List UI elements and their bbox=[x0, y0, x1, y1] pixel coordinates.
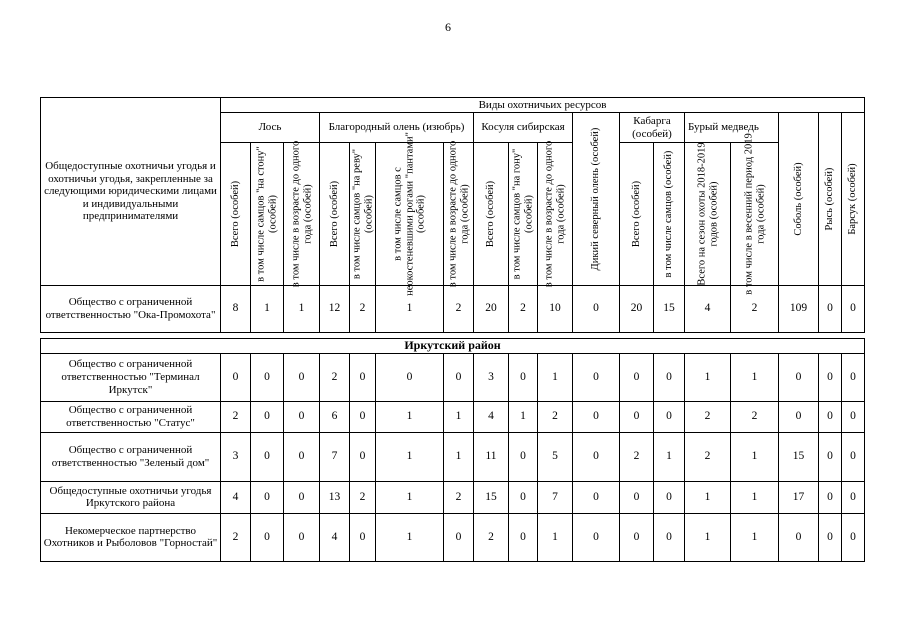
cell: 0 bbox=[842, 353, 865, 401]
cell: 4 bbox=[685, 286, 731, 333]
row-name: Общество с ограниченной ответственностью "Терминал Иркутск" bbox=[41, 353, 221, 401]
cell: 0 bbox=[284, 353, 320, 401]
cell: 0 bbox=[444, 353, 474, 401]
cell: 2 bbox=[221, 513, 251, 561]
cell: 0 bbox=[444, 513, 474, 561]
column-header: Всего (особей) bbox=[474, 143, 509, 286]
cell: 2 bbox=[538, 401, 573, 432]
cell: 0 bbox=[284, 432, 320, 481]
cell: 0 bbox=[350, 513, 376, 561]
cell: 1 bbox=[731, 481, 779, 513]
column-header: в том числе самцов (особей) bbox=[654, 143, 685, 286]
cell: 1 bbox=[376, 513, 444, 561]
cell: 1 bbox=[538, 513, 573, 561]
cell: 7 bbox=[538, 481, 573, 513]
cell: 0 bbox=[779, 401, 819, 432]
cell: 0 bbox=[819, 401, 842, 432]
cell: 2 bbox=[221, 401, 251, 432]
cell: 109 bbox=[779, 286, 819, 333]
cell: 0 bbox=[573, 353, 620, 401]
cell: 0 bbox=[284, 513, 320, 561]
cell: 1 bbox=[444, 432, 474, 481]
cell: 0 bbox=[284, 481, 320, 513]
table-title: Виды охотничьих ресурсов bbox=[221, 98, 865, 113]
table-row bbox=[41, 432, 865, 481]
cell: 0 bbox=[251, 513, 284, 561]
cell: 1 bbox=[376, 432, 444, 481]
cell: 0 bbox=[350, 353, 376, 401]
cell: 0 bbox=[251, 481, 284, 513]
cell: 2 bbox=[444, 286, 474, 333]
cell: 1 bbox=[685, 513, 731, 561]
cell: 1 bbox=[654, 432, 685, 481]
cell: 6 bbox=[320, 401, 350, 432]
cell: 3 bbox=[221, 432, 251, 481]
cell: 0 bbox=[573, 286, 620, 333]
cell: 2 bbox=[731, 401, 779, 432]
cell: 0 bbox=[842, 286, 865, 333]
cell: 0 bbox=[573, 401, 620, 432]
cell: 0 bbox=[251, 432, 284, 481]
cell: 5 bbox=[538, 432, 573, 481]
cell: 0 bbox=[779, 353, 819, 401]
column-header: в том числе самцов "на стону" (особей) bbox=[251, 143, 284, 286]
column-header: Всего (особей) bbox=[320, 143, 350, 286]
cell: 0 bbox=[620, 513, 654, 561]
row-name: Некомерческое партнерство Охотников и Рыболовов "Горностай" bbox=[41, 513, 221, 561]
column-header: в том числе самцов с неокостеневшими рогами "пантами" (особей) bbox=[376, 143, 444, 286]
column-header: Рысь (особей) bbox=[819, 113, 842, 286]
cell: 4 bbox=[474, 401, 509, 432]
cell: 20 bbox=[474, 286, 509, 333]
cell: 1 bbox=[731, 513, 779, 561]
table-row bbox=[41, 401, 865, 432]
cell: 1 bbox=[731, 432, 779, 481]
cell: 0 bbox=[819, 513, 842, 561]
cell: 0 bbox=[654, 401, 685, 432]
row-name: Общество с ограниченной ответственностью "Ока-Промохота" bbox=[41, 286, 221, 333]
row-name: Общедоступные охотничьи угодья Иркутского района bbox=[41, 481, 221, 513]
hunting-resources-table bbox=[40, 97, 865, 562]
cell: 1 bbox=[509, 401, 538, 432]
cell: 0 bbox=[509, 353, 538, 401]
column-header: Барсук (особей) bbox=[842, 113, 865, 286]
column-header: Дикий северный олень (особей) bbox=[573, 113, 620, 286]
cell: 0 bbox=[221, 353, 251, 401]
column-header: Соболь (особей) bbox=[779, 113, 819, 286]
cell: 0 bbox=[251, 353, 284, 401]
column-header: в том числе в возрасте до одного года (особей) bbox=[284, 143, 320, 286]
cell: 2 bbox=[685, 401, 731, 432]
cell: 1 bbox=[538, 353, 573, 401]
table-corner-header: Общедоступные охотничьи угодья и охотничьи угодья, закрепленные за следующими юридическими лицами и индивидуальными предпринимателями bbox=[41, 98, 221, 286]
cell: 0 bbox=[654, 481, 685, 513]
cell: 15 bbox=[654, 286, 685, 333]
cell: 17 bbox=[779, 481, 819, 513]
group-header: Благородный олень (изюбрь) bbox=[320, 113, 474, 143]
cell: 0 bbox=[376, 353, 444, 401]
cell: 3 bbox=[474, 353, 509, 401]
cell: 0 bbox=[620, 353, 654, 401]
cell: 15 bbox=[474, 481, 509, 513]
cell: 2 bbox=[474, 513, 509, 561]
cell: 0 bbox=[842, 513, 865, 561]
cell: 0 bbox=[842, 401, 865, 432]
cell: 4 bbox=[320, 513, 350, 561]
cell: 0 bbox=[842, 481, 865, 513]
cell: 2 bbox=[444, 481, 474, 513]
cell: 0 bbox=[350, 401, 376, 432]
column-header: Всего на сезон охоты 2018-2019 годов (особей) bbox=[685, 143, 731, 286]
column-header: в том числе в возрасте до одного года (особей) bbox=[444, 143, 474, 286]
row-name: Общество с ограниченной ответственностью "Зеленый дом" bbox=[41, 432, 221, 481]
cell: 0 bbox=[819, 353, 842, 401]
cell: 1 bbox=[284, 286, 320, 333]
cell: 0 bbox=[819, 432, 842, 481]
cell: 1 bbox=[685, 481, 731, 513]
cell: 0 bbox=[654, 513, 685, 561]
table-row bbox=[41, 513, 865, 561]
cell: 1 bbox=[376, 481, 444, 513]
cell: 0 bbox=[620, 401, 654, 432]
cell: 10 bbox=[538, 286, 573, 333]
cell: 0 bbox=[350, 432, 376, 481]
cell: 0 bbox=[573, 432, 620, 481]
cell: 1 bbox=[731, 353, 779, 401]
cell: 0 bbox=[779, 513, 819, 561]
cell: 2 bbox=[350, 286, 376, 333]
column-header: Всего (особей) bbox=[620, 143, 654, 286]
cell: 2 bbox=[620, 432, 654, 481]
cell: 13 bbox=[320, 481, 350, 513]
cell: 0 bbox=[819, 286, 842, 333]
column-header: в том числе в весенний период 2019 года (особей) bbox=[731, 143, 779, 286]
cell: 0 bbox=[842, 432, 865, 481]
cell: 0 bbox=[654, 353, 685, 401]
cell: 0 bbox=[573, 481, 620, 513]
column-header: в том числе самцов "на гону" (особей) bbox=[509, 143, 538, 286]
cell: 8 bbox=[221, 286, 251, 333]
cell: 0 bbox=[251, 401, 284, 432]
cell: 2 bbox=[320, 353, 350, 401]
table-row bbox=[41, 353, 865, 401]
cell: 2 bbox=[731, 286, 779, 333]
cell: 2 bbox=[350, 481, 376, 513]
cell: 20 bbox=[620, 286, 654, 333]
group-header: Бурый медведь bbox=[685, 113, 779, 143]
cell: 12 bbox=[320, 286, 350, 333]
cell: 1 bbox=[444, 401, 474, 432]
section-title: Иркутский район bbox=[41, 339, 865, 354]
row-name: Общество с ограниченной ответственностью "Статус" bbox=[41, 401, 221, 432]
cell: 1 bbox=[251, 286, 284, 333]
cell: 0 bbox=[620, 481, 654, 513]
group-header: Косуля сибирская bbox=[474, 113, 573, 143]
group-header: Лось bbox=[221, 113, 320, 143]
cell: 0 bbox=[509, 432, 538, 481]
cell: 0 bbox=[509, 481, 538, 513]
cell: 0 bbox=[284, 401, 320, 432]
cell: 2 bbox=[509, 286, 538, 333]
column-header: Всего (особей) bbox=[221, 143, 251, 286]
cell: 1 bbox=[376, 401, 444, 432]
cell: 0 bbox=[509, 513, 538, 561]
cell: 0 bbox=[819, 481, 842, 513]
cell: 0 bbox=[573, 513, 620, 561]
group-header: Кабарга (особей) bbox=[620, 113, 685, 143]
table-row bbox=[41, 481, 865, 513]
cell: 1 bbox=[376, 286, 444, 333]
page-number: 6 bbox=[445, 20, 451, 34]
cell: 1 bbox=[685, 353, 731, 401]
cell: 4 bbox=[221, 481, 251, 513]
cell: 15 bbox=[779, 432, 819, 481]
cell: 2 bbox=[685, 432, 731, 481]
cell: 11 bbox=[474, 432, 509, 481]
column-header: в том числе в возрасте до одного года (особей) bbox=[538, 143, 573, 286]
cell: 7 bbox=[320, 432, 350, 481]
column-header: в том числе самцов "на реву" (особей) bbox=[350, 143, 376, 286]
